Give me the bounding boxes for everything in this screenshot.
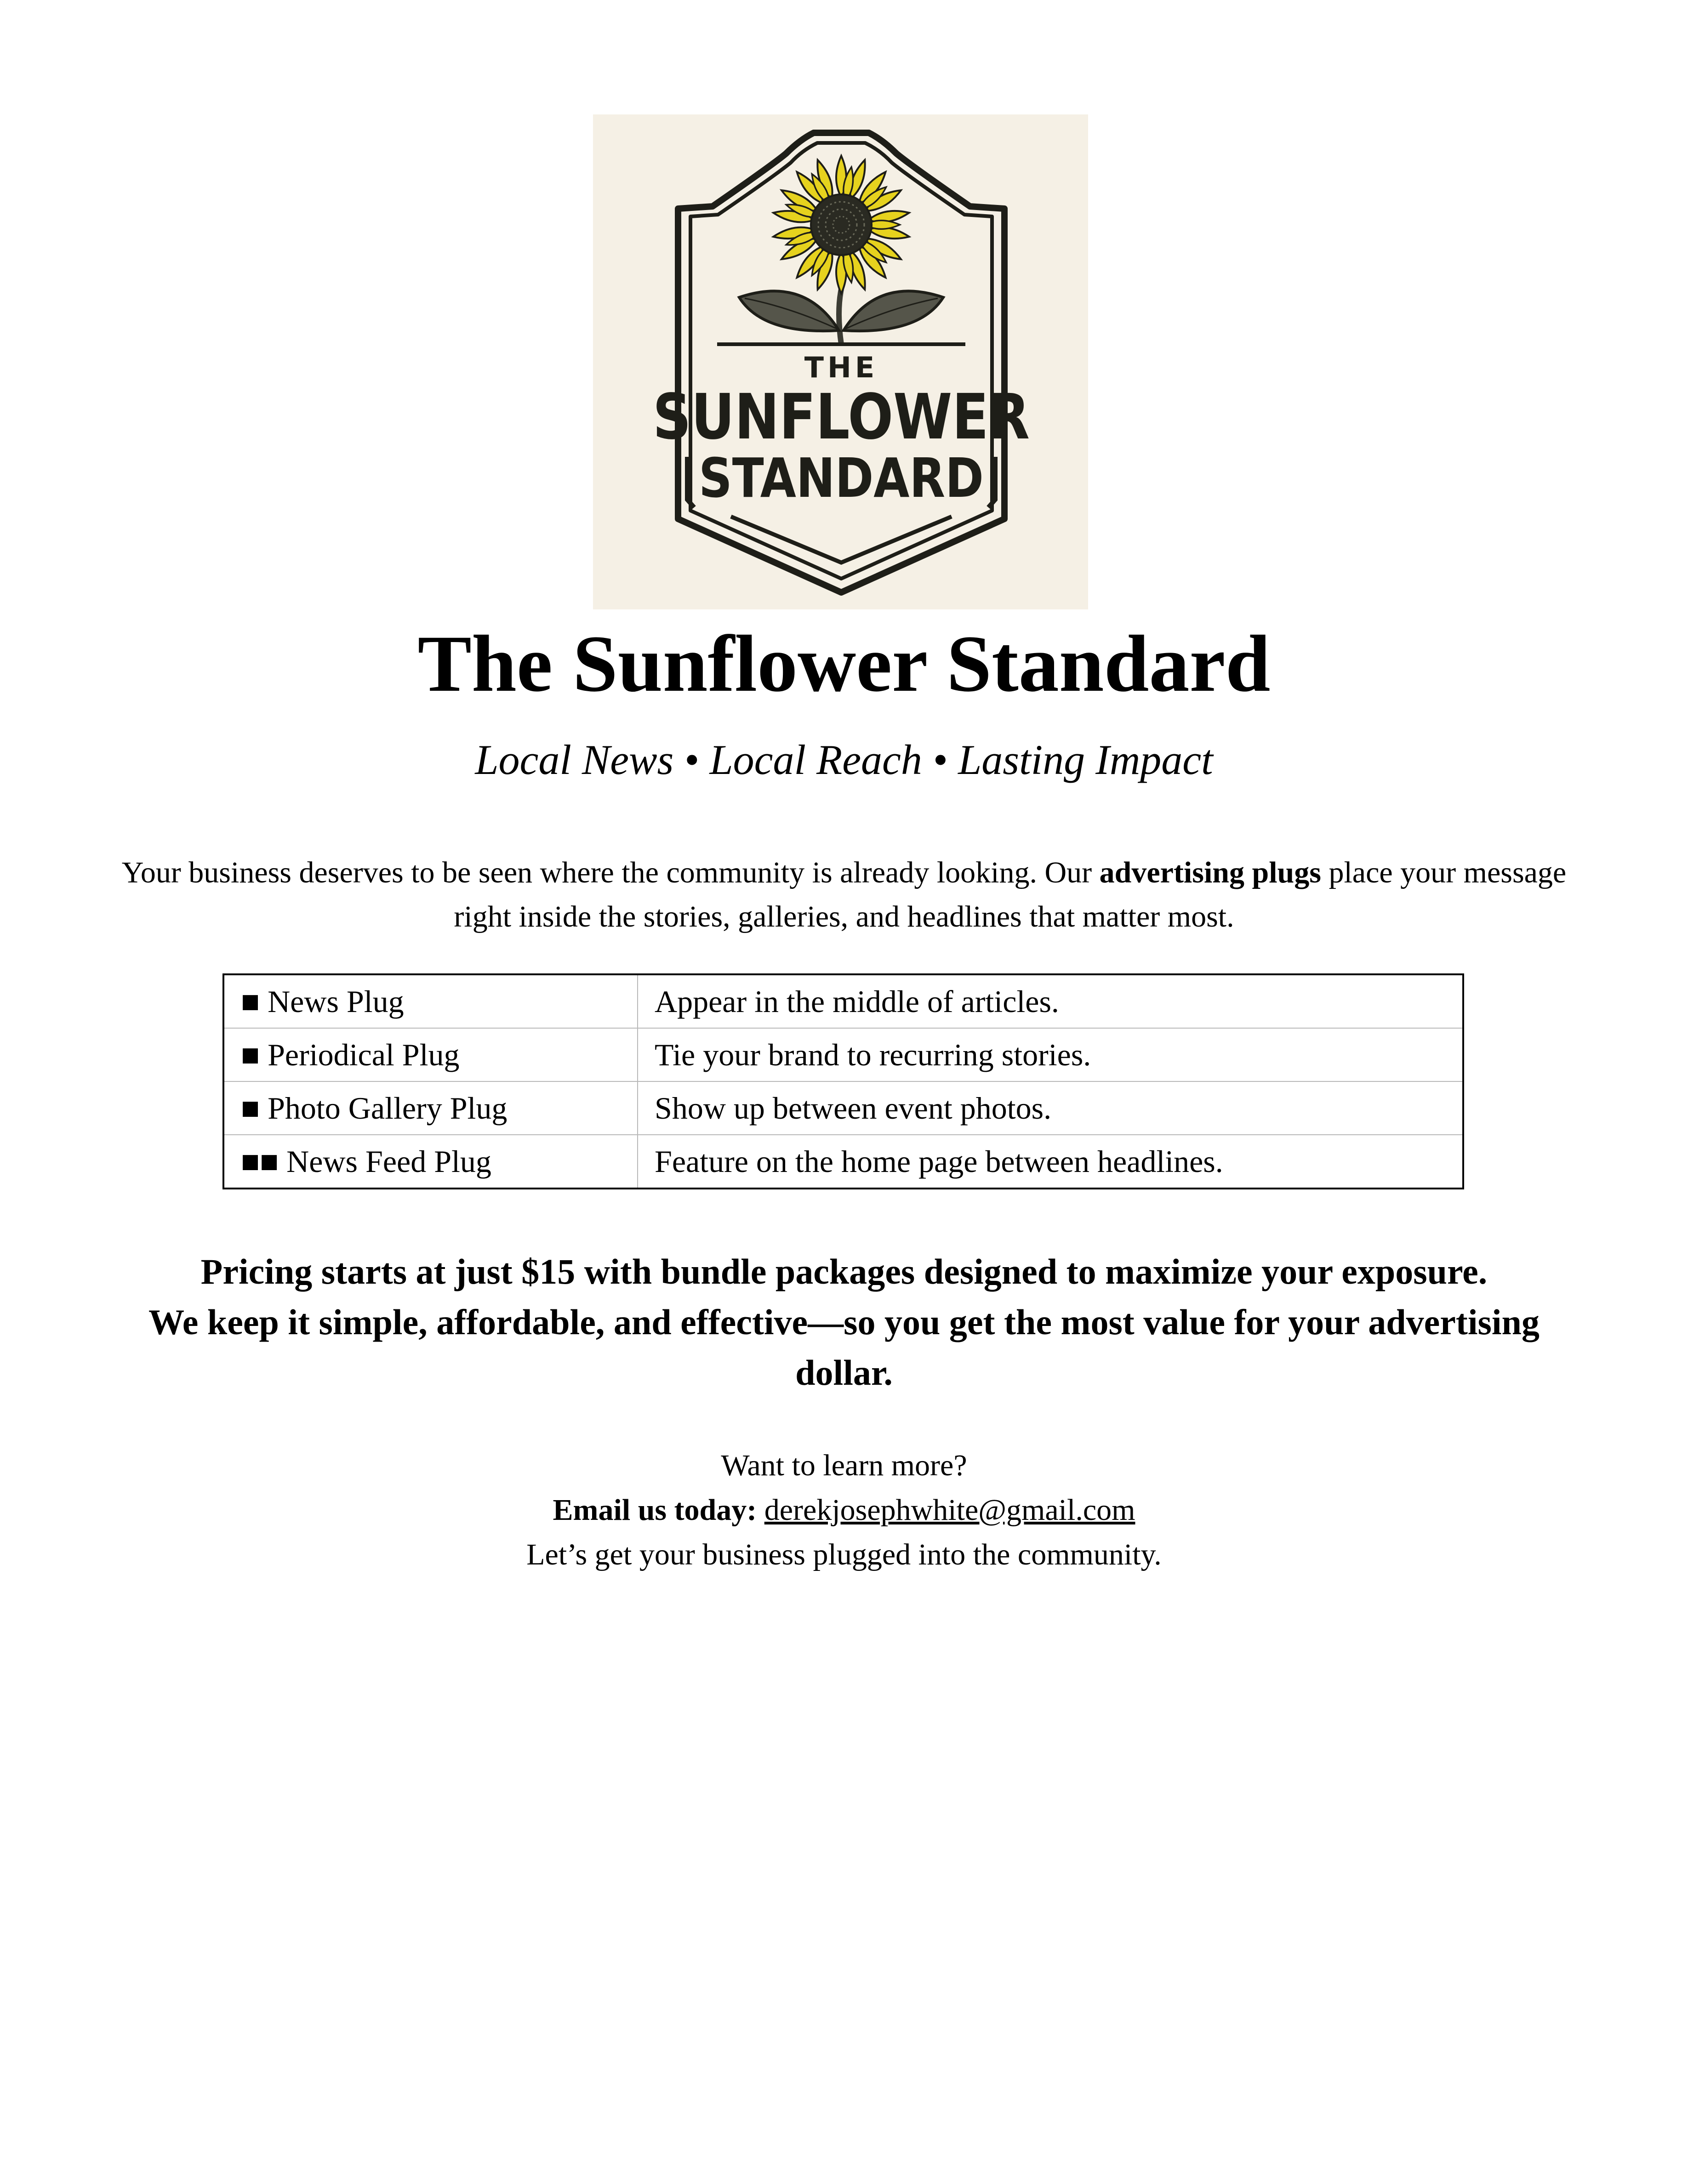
logo-sunflower-center: [811, 194, 872, 255]
logo-text-the: THE: [804, 351, 878, 384]
contact-prompt: Want to learn more?: [721, 1449, 967, 1482]
intro-bold: advertising plugs: [1099, 856, 1321, 889]
pricing-statement: [115, 1246, 1573, 1398]
plug-description: Tie your brand to recurring stories.: [638, 1028, 1463, 1081]
plug-name-cell: [223, 974, 638, 1028]
plug-name: Periodical Plug: [268, 1037, 460, 1072]
plug-description: Appear in the middle of articles.: [655, 984, 1059, 1019]
pricing-line-2: We keep it simple, affordable, and effective—so you get the most value for your advertising dollar.: [148, 1302, 1540, 1393]
square-bullet-icon: ■: [241, 984, 260, 1019]
intro-text-end: place your message right inside the stories, galleries, and headlines that matter most.: [454, 856, 1567, 933]
logo-leaf-right: [844, 291, 943, 331]
plug-name-cell: [223, 1135, 638, 1189]
plug-name-cell: [223, 1028, 638, 1081]
logo-text-standard: STANDARD: [699, 446, 984, 510]
intro-text-start: Your business deserves to be seen where the community is already looking. Our: [121, 856, 1100, 889]
page-title: The Sunflower Standard: [417, 619, 1271, 709]
table-row: [223, 974, 1463, 1028]
intro-paragraph: [101, 851, 1587, 939]
email-link[interactable]: derekjosephwhite@gmail.com: [764, 1493, 1135, 1527]
plug-description: Show up between event photos.: [638, 1081, 1463, 1135]
table-row: [223, 1028, 1463, 1081]
contact-closing: Let’s get your business plugged into the community.: [526, 1538, 1162, 1571]
plug-name-cell: [223, 1081, 638, 1135]
plug-description: Feature on the home page between headlines.: [638, 1135, 1463, 1189]
contact-section: [0, 1443, 1688, 1577]
square-bullet-icon: ■: [241, 1037, 260, 1072]
plug-name: News Feed Plug: [286, 1144, 491, 1179]
logo-text-sunflower: SUNFLOWER: [653, 381, 1030, 454]
logo-stem: [839, 289, 841, 344]
double-square-bullet-icon: ■■: [241, 1144, 279, 1179]
email-label: Email us today:: [553, 1493, 757, 1527]
plug-name: News Plug: [268, 984, 404, 1019]
plugs-table: [222, 973, 1464, 1189]
table-row: [223, 1081, 1463, 1135]
plug-name: Photo Gallery Plug: [268, 1091, 508, 1126]
tagline: Local News • Local Reach • Lasting Impact: [475, 736, 1213, 783]
logo-leaf-left: [739, 291, 839, 331]
email-line: [0, 1488, 1688, 1532]
sunflower-standard-logo: [593, 114, 1088, 609]
table-row: [223, 1135, 1463, 1189]
pricing-line-1: Pricing starts at just $15 with bundle packages designed to maximize your exposure.: [200, 1251, 1488, 1291]
square-bullet-icon: ■: [241, 1091, 260, 1126]
